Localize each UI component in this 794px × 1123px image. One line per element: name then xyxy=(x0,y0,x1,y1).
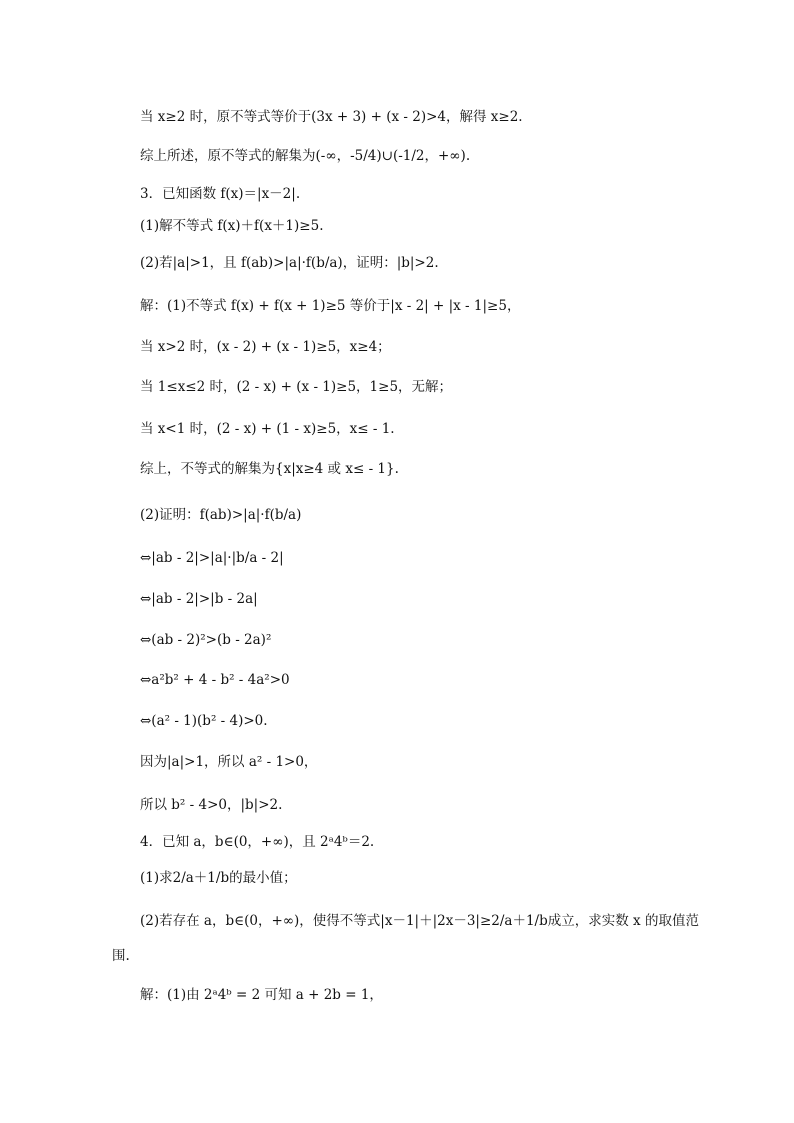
proof-line-5: ⇔a²b² + 4 - b² - 4a²>0 xyxy=(140,672,290,688)
problem-4-title: 4．已知 a，b∈(0，+∞)，且 2ᵃ4ᵇ＝2. xyxy=(140,834,375,850)
problem-3-part-2: (2)若|a|>1，且 f(ab)>|a|·f(b/a)，证明：|b|>2. xyxy=(140,255,439,271)
proof-line-1: (2)证明：f(ab)>|a|·f(b/a) xyxy=(140,507,302,523)
problem-4-part-2: (2)若存在 a，b∈(0，+∞)，使得不等式|x－1|＋|2x－3|≥2/a＋1/b成立，求实数 x 的取值范 xyxy=(140,913,699,929)
problem-4-part-2-cont: 围. xyxy=(112,948,130,964)
proof-line-6: ⇔(a² - 1)(b² - 4)>0. xyxy=(140,713,268,729)
proof-line-8: 所以 b² - 4>0，|b|>2. xyxy=(140,797,283,813)
solution-line-4: 当 x<1 时，(2 - x) + (1 - x)≥5，x≤ - 1. xyxy=(140,421,395,437)
solution-line-3: 当 1≤x≤2 时，(2 - x) + (x - 1)≥5，1≥5，无解； xyxy=(140,379,453,395)
problem-4-part-1: (1)求2/a＋1/b的最小值； xyxy=(140,870,297,886)
solution-4-line-1: 解：(1)由 2ᵃ4ᵇ = 2 可知 a + 2b = 1， xyxy=(140,987,383,1003)
text-line-1: 当 x≥2 时，原不等式等价于(3x + 3) + (x - 2)>4，解得 x≥2. xyxy=(140,109,523,125)
solution-line-1: 解：(1)不等式 f(x) + f(x + 1)≥5 等价于|x - 2| + |x - 1|≥5， xyxy=(140,298,521,314)
proof-line-3: ⇔|ab - 2|>|b - 2a| xyxy=(140,591,258,607)
proof-line-7: 因为|a|>1，所以 a² - 1>0， xyxy=(140,754,318,770)
solution-line-5: 综上，不等式的解集为{x|x≥4 或 x≤ - 1}. xyxy=(140,461,399,477)
problem-3-part-1: (1)解不等式 f(x)＋f(x＋1)≥5. xyxy=(140,218,324,234)
problem-3-title: 3．已知函数 f(x)＝|x－2|. xyxy=(140,186,301,202)
text-line-2: 综上所述，原不等式的解集为(-∞，-5/4)∪(-1/2，+∞). xyxy=(140,148,471,164)
solution-line-2: 当 x>2 时，(x - 2) + (x - 1)≥5，x≥4； xyxy=(140,339,391,355)
proof-line-2: ⇔|ab - 2|>|a|·|b/a - 2| xyxy=(140,550,284,566)
proof-line-4: ⇔(ab - 2)²>(b - 2a)² xyxy=(140,632,272,648)
